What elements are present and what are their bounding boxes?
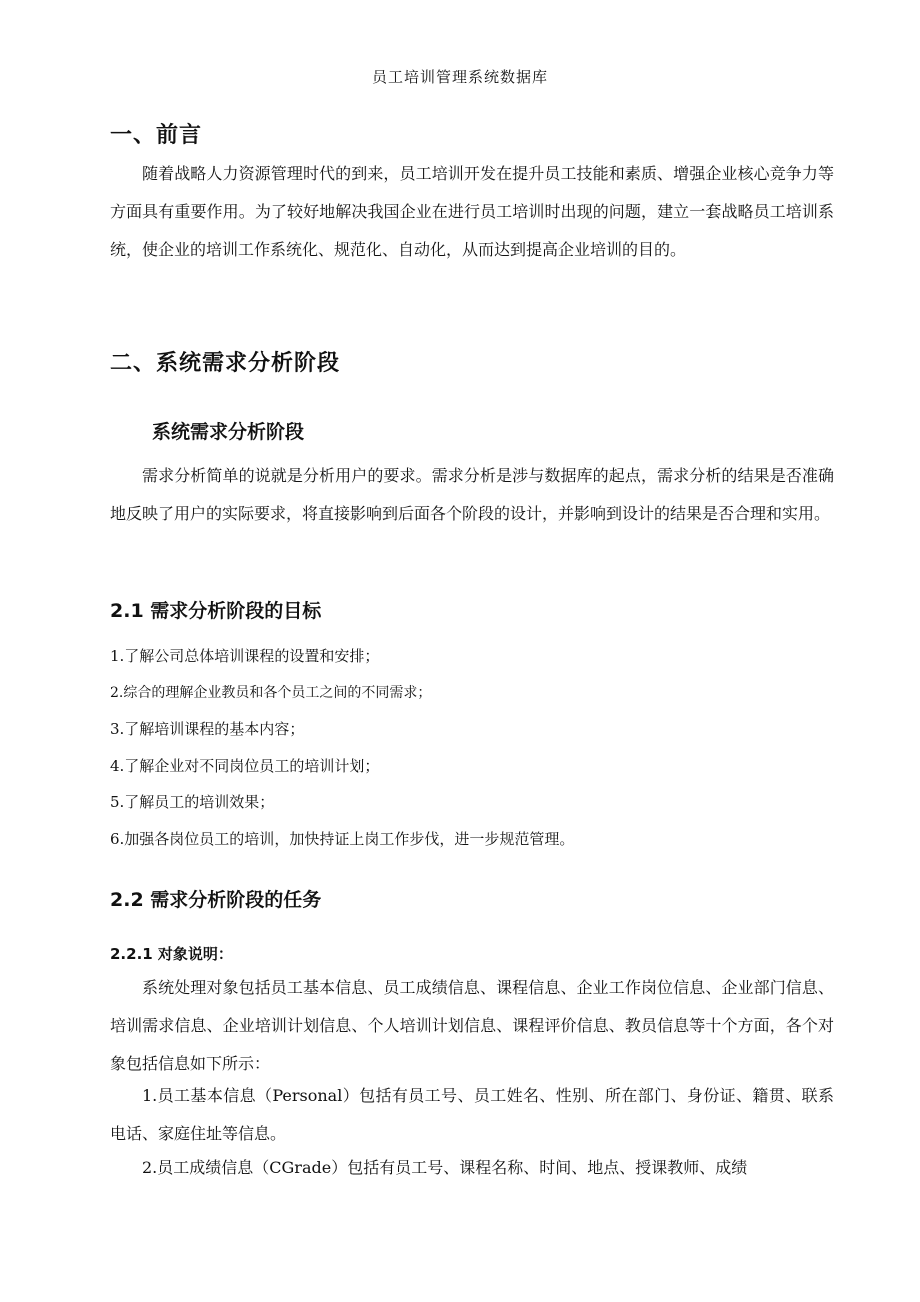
tasks-paragraph-objects: 系统处理对象包括员工基本信息、员工成绩信息、课程信息、企业工作岗位信息、企业部门信息、培训需求信息、企业培训计划信息、个人培训计划信息、课程评价信息、教员信息等十个方面，各个对象包括信息如下所示： [110,978,834,1073]
goal-item: 1.了解公司总体培训课程的设置和安排； [110,647,380,665]
tasks-subheading: 2.2.1 对象说明： [110,945,233,963]
goals-list [110,638,574,857]
tasks-paragraph-grade: 2.员工成绩信息（CGrade）包括有员工号、课程名称、时间、地点、授课教师、成绩 [142,1158,748,1177]
preface-paragraph: 随着战略人力资源管理时代的到来，员工培训开发在提升员工技能和素质、增强企业核心竞争力等方面具有重要作用。为了较好地解决我国企业在进行员工培训时出现的问题，建立一套战略员工培训系统，使企业的培训工作系统化、规范化、自动化，从而达到提高企业培训的目的。 [110,164,834,259]
tasks-heading: 2.2 需求分析阶段的任务 [110,889,322,911]
goals-heading: 2.1 需求分析阶段的目标 [110,600,322,622]
requirements-paragraph: 需求分析简单的说就是分析用户的要求。需求分析是涉与数据库的起点，需求分析的结果是否准确地反映了用户的实际要求，将直接影响到后面各个阶段的设计，并影响到设计的结果是否合理和实用。 [110,466,834,523]
requirements-heading: 二、系统需求分析阶段 [110,351,341,376]
goal-item: 4.了解企业对不同岗位员工的培训计划； [110,756,380,775]
requirements-subheading: 系统需求分析阶段 [152,421,305,443]
goal-item: 2.综合的理解企业教员和各个员工之间的不同需求； [110,684,432,701]
tasks-paragraph-personal: 1.员工基本信息（Personal）包括有员工号、员工姓名、性别、所在部门、身份证、籍贯、联系电话、家庭住址等信息。 [110,1086,834,1143]
goal-item: 3.了解培训课程的基本内容； [110,720,305,738]
page-header: 员工培训管理系统数据库 [371,68,548,86]
goal-item: 5.了解员工的培训效果； [110,793,275,811]
goal-item: 6.加强各岗位员工的培训，加快持证上岗工作步伐，进一步规范管理。 [110,829,575,848]
preface-heading: 一、前言 [110,123,203,148]
